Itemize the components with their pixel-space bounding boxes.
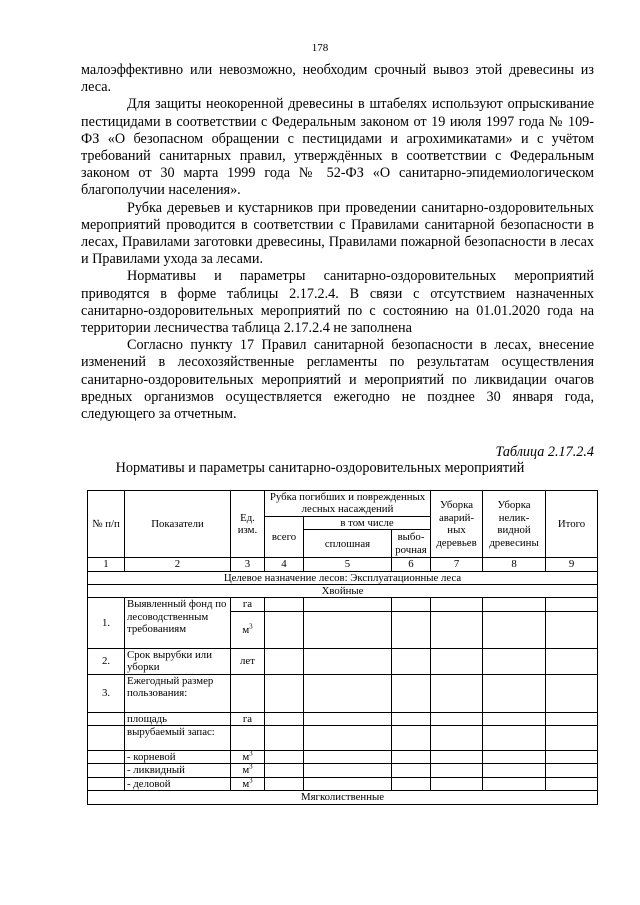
header-felling: Рубка погибших и поврежденных лесных насаждений	[265, 491, 431, 517]
column-number: 5	[304, 558, 392, 571]
body-text	[81, 62, 594, 423]
column-number: 8	[483, 558, 546, 571]
unit-cell: $м^3$	[231, 764, 265, 777]
header-selective: выбо-рочная	[392, 530, 431, 558]
header-total-felling: всего	[265, 516, 304, 557]
header-clear: сплошная	[304, 530, 392, 558]
column-number: 3	[231, 558, 265, 571]
unit-cell: лет	[231, 648, 265, 674]
row-label: - деловой	[125, 777, 231, 790]
paragraph: Рубка деревьев и кустарников при проведении санитарно-оздоровительных мероприятий проводится в соответствии с Правилами санитарной безопасности в лесах, Правилами заготовки древесины, Правилами пожарной безопасности в лесах и Правилами ухода за лесами.	[81, 199, 594, 268]
column-number: 6	[392, 558, 431, 571]
unit-cell: $м^3$	[231, 777, 265, 790]
paragraph: Для защиты неокоренной древесины в штабелях используют опрыскивание пестицидами в соответствии с Федеральным законом от 19 июля 1997 года № 109-ФЗ «О безопасном обращении с пестицидами и агрохимикатами» и с учётом требований санитарных правил, утверждённых в соответствии с Федеральным законом от 30 марта 1999 года № 52-ФЗ «О санитарно-эпидемиологическом благополучии населения».	[81, 96, 594, 199]
section-row: Целевое назначение лесов: Эксплуатационные леса	[88, 571, 598, 584]
header-including: в том числе	[304, 516, 431, 529]
unit-cell: $м^3$	[231, 751, 265, 764]
column-number: 4	[265, 558, 304, 571]
page-number: 178	[311, 42, 329, 54]
unit-cell: $м^3$	[231, 611, 265, 648]
unit-cell: га	[231, 598, 265, 611]
column-number: 7	[431, 558, 483, 571]
header-illiquid: Уборка нелик-видной древесины	[483, 491, 546, 558]
header-total: Итого	[546, 491, 598, 558]
row-number: 2.	[88, 648, 125, 674]
table-title: Нормативы и параметры санитарно-оздоровительных мероприятий	[115, 460, 525, 476]
unit-cell: га	[231, 712, 265, 725]
header-unit: Ед. изм.	[231, 491, 265, 558]
row-label: - корневой	[125, 751, 231, 764]
row-label: площадь	[125, 712, 231, 725]
paragraph: малоэффективно или невозможно, необходим срочный вывоз этой древесины из леса.	[81, 62, 594, 96]
header-emergency: Уборка аварий-ных деревьев	[431, 491, 483, 558]
table-caption: Таблица 2.17.2.4	[495, 444, 594, 460]
norms-table	[87, 490, 598, 805]
column-number: 1	[88, 558, 125, 571]
header-num: № п/п	[88, 491, 125, 558]
group-row-softwood: Мягколиственные	[88, 791, 598, 804]
row-number: 3.	[88, 674, 125, 712]
paragraph: Согласно пункту 17 Правил санитарной безопасности в лесах, внесение изменений в лесохозяйственные регламенты по результатам осуществления санитарно-оздоровительных мероприятий и мероприятий по ликвидации очагов вредных организмов осуществляется ежегодно не позднее 30 января года, следующего за отчетным.	[81, 337, 594, 423]
column-number: 2	[125, 558, 231, 571]
row-label: Ежегодный размер пользования:	[125, 674, 231, 712]
row-label: Срок вырубки или уборки	[125, 648, 231, 674]
column-number: 9	[546, 558, 598, 571]
paragraph: Нормативы и параметры санитарно-оздоровительных мероприятий приводятся в форме таблицы 2.17.2.4. В связи с отсутствием назначенных санитарно-оздоровительных мероприятий по с состоянию на 01.01.2020 года на территории лесничества таблица 2.17.2.4 не заполнена	[81, 268, 594, 337]
group-row-coniferous: Хвойные	[88, 585, 598, 598]
header-indicator: Показатели	[125, 491, 231, 558]
row-label: - ликвидный	[125, 764, 231, 777]
row-label: вырубаемый запас:	[125, 726, 231, 751]
row-number: 1.	[88, 598, 125, 648]
row-label: Выявленный фонд по лесоводственным требованиям	[125, 598, 231, 648]
